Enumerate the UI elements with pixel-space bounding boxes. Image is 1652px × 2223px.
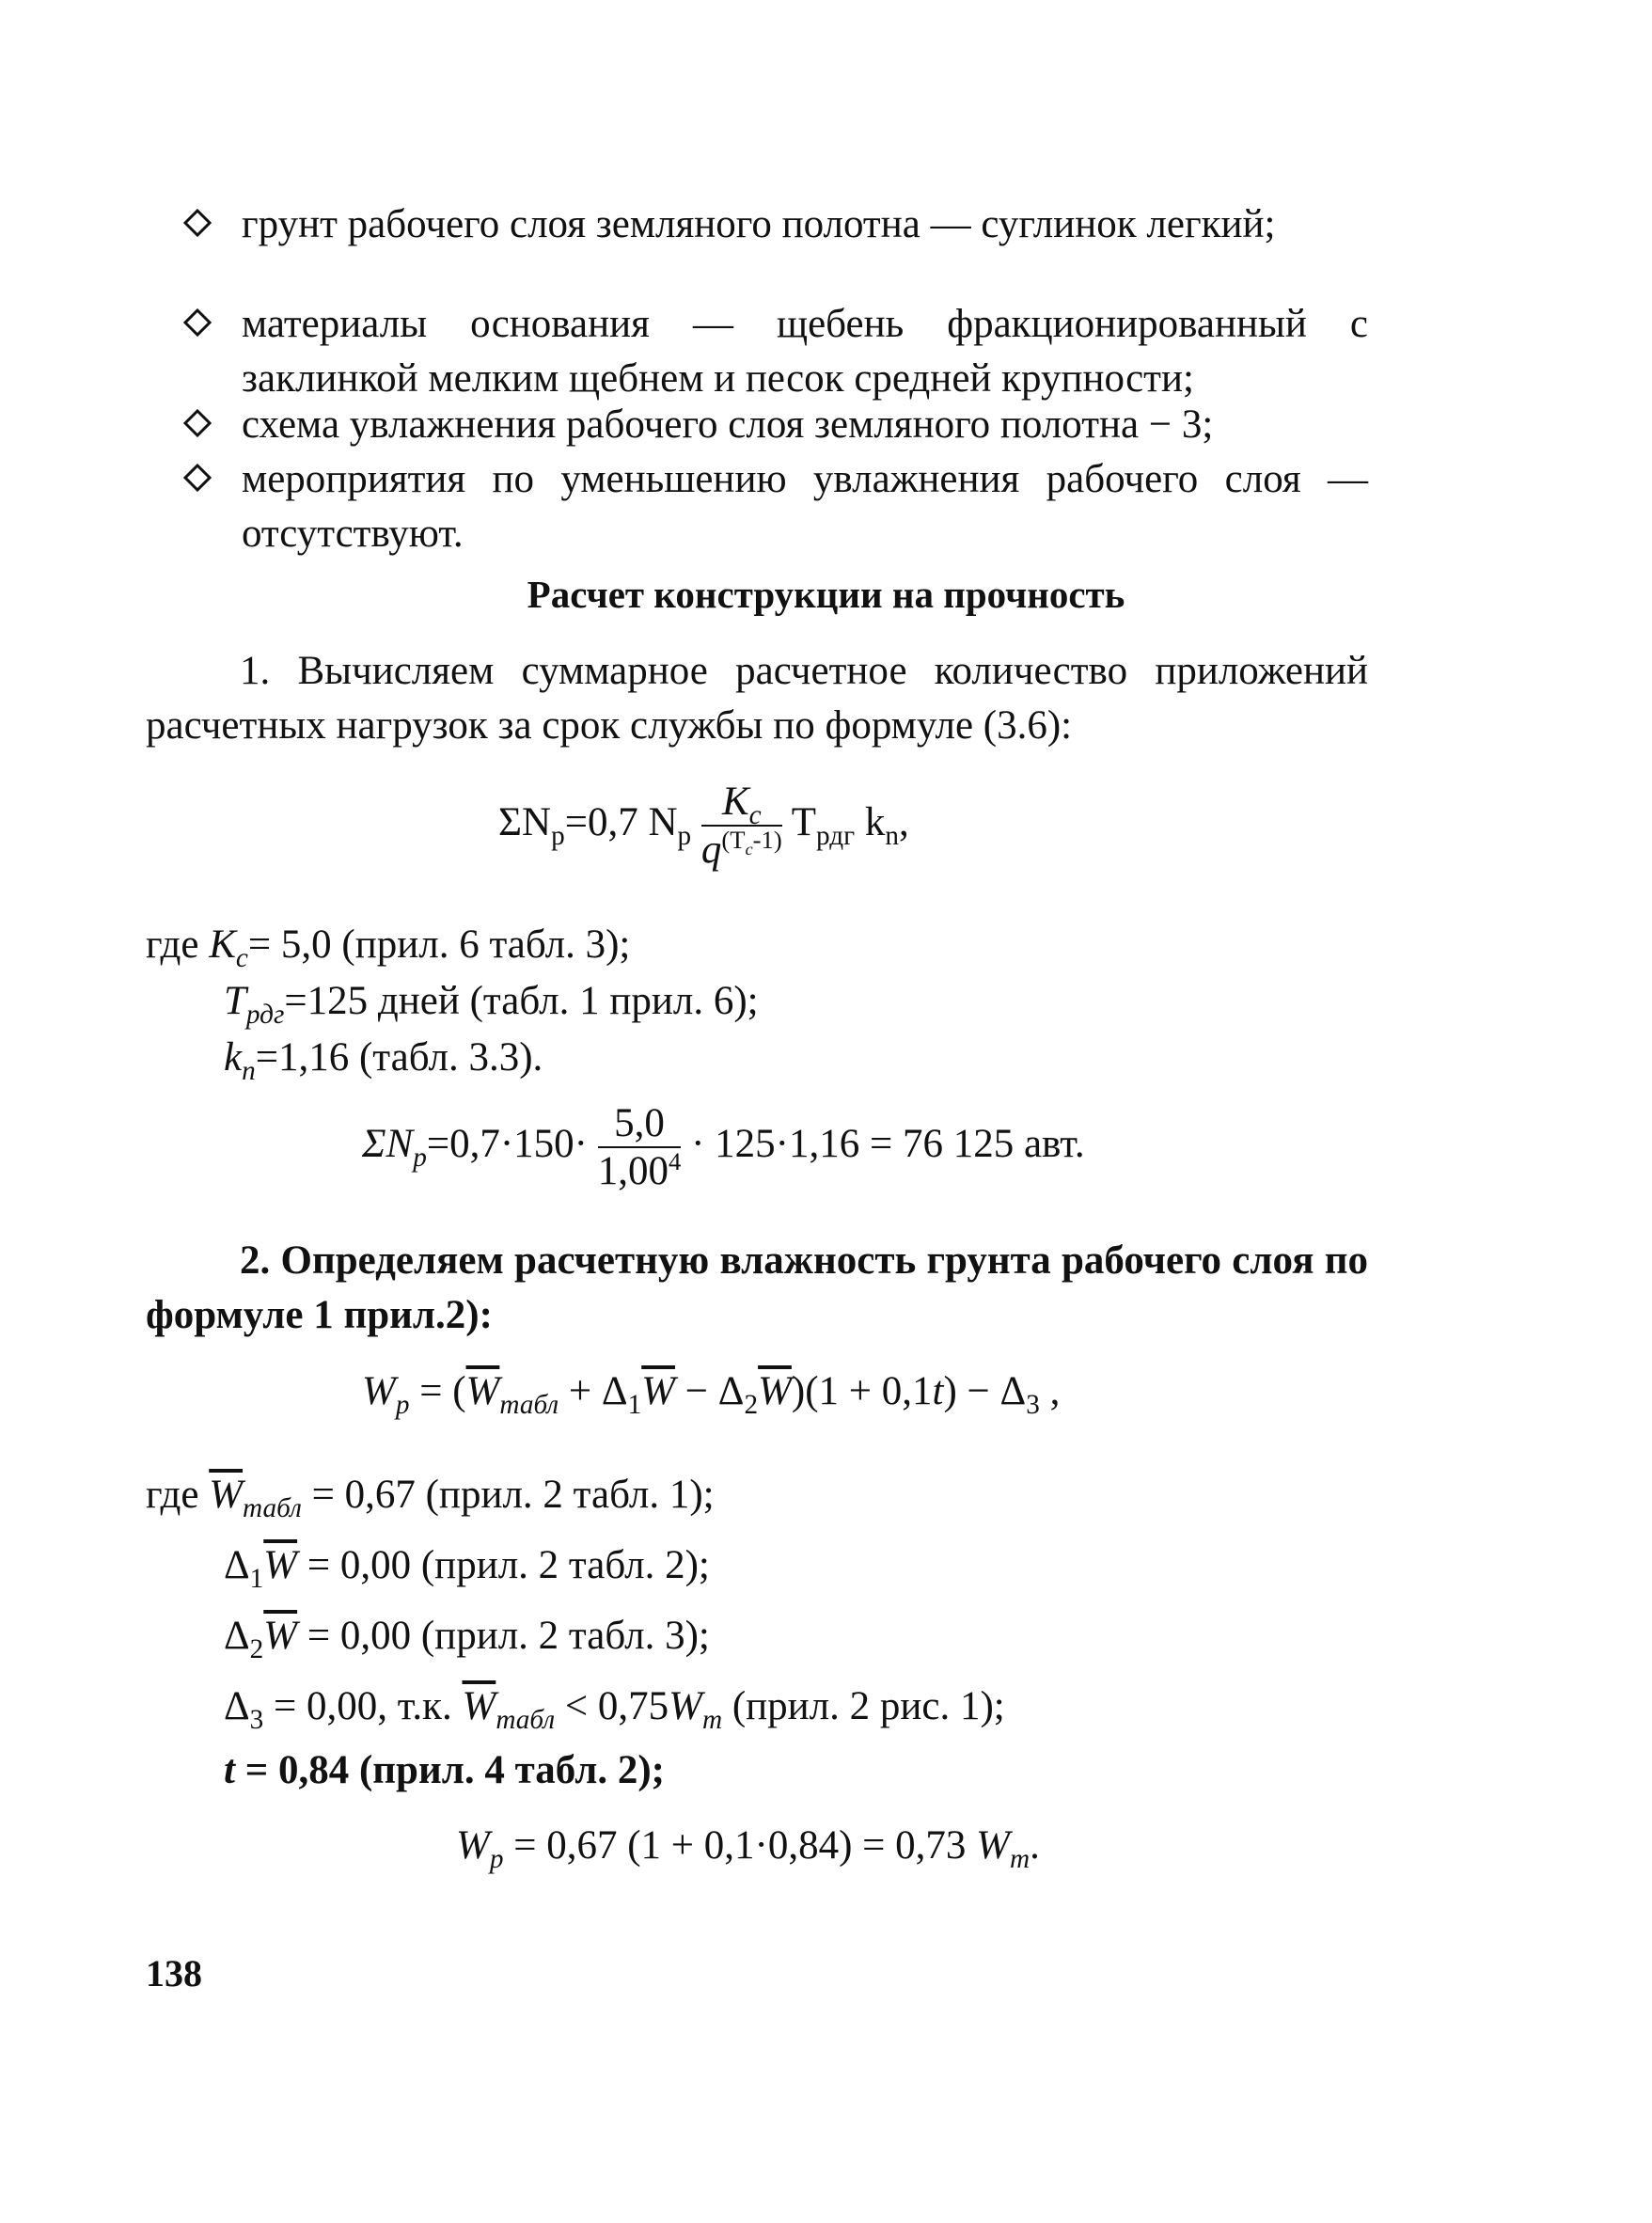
where-trdg: $T_{рдг}=125$ дней (табл. 1 прил. 6); (224, 979, 759, 1031)
where-delta2-w: $\Delta_2\overline{W} = 0,00$ (прил. 2 табл. 3); (224, 1614, 710, 1665)
diamond-bullet-icon (183, 209, 212, 237)
where-delta3: $\Delta_3 = 0,00$, т.к. $\overline{W}_{табл} < 0,75W_т$ (прил. 2 рис. 1); (224, 1684, 1005, 1736)
formula-design-moisture-computed: $W_p = 0,67$ (1 + 0,1·0,84) = 0,73 $W_m$. (456, 1823, 1040, 1875)
bullet-text: мероприятия по уменьшению увлажнения рабочего слоя — отсутствуют. (242, 457, 1368, 556)
diamond-bullet-icon (183, 308, 212, 337)
bullet-item (183, 452, 1368, 561)
bullet-text: грунт рабочего слоя земляного полотна — суглинок легкий; (242, 202, 1276, 246)
formula-fraction: $\frac{5,0}{1,00^4}$ (597, 1101, 682, 1193)
formula-fraction: $\frac{K_c}{q^{(T_c-1)}}$ (700, 780, 782, 872)
formula-design-moisture: $W_p = (\overline{W}_{табл} + \Delta_1\overline{W} - \Delta_2\overline{W})(1 + 0,1t) - \Delta_3$ , (362, 1369, 1061, 1421)
bullet-item (183, 297, 1368, 406)
bullet-item (183, 197, 1368, 252)
where-t: t = 0,84 (прил. 4 табл. 2); (224, 1748, 665, 1792)
section-title: Расчет конструкции на прочность (527, 573, 1125, 616)
where-delta1-w: $\Delta_1\overline{W} = 0,00$ (прил. 2 табл. 2); (224, 1543, 710, 1595)
bullet-text: схема увлажнения рабочего слоя земляного полотна − 3; (242, 402, 1214, 447)
where-w-table: где $\overline{W}_{табл} = 0,67$ (прил. 2 табл. 1); (146, 1473, 715, 1524)
formula-total-loads: $\Sigma N_p=0,7$ $N_p$ $\frac{K_c}{q^{(T_c-1)}}$ $T_{рдг}$ $k_n$, (498, 780, 909, 872)
where-kn: $k_n=1,16$ (табл. 3.3). (224, 1035, 543, 1087)
diamond-bullet-icon (183, 409, 212, 437)
page-number: 138 (146, 1952, 202, 1994)
diamond-bullet-icon (183, 464, 212, 492)
step-1-paragraph: 1. Вычисляем суммарное расчетное количество приложений расчетных нагрузок за срок службы по формуле (3.6): (146, 649, 1368, 748)
bullet-text: материалы основания — щебень фракционированный с заклинкой мелким щебнем и песок средней крупности; (242, 302, 1368, 401)
where-kc: где $K_c= 5,0$ (прил. 6 табл. 3); (146, 922, 631, 974)
formula-total-loads-computed: $\Sigma N_p=0,7\cdot 150\cdot$ $\frac{5,0}{1,00^4}$ · 125·1,16 = 76 125 авт. (362, 1101, 1085, 1193)
step-2-paragraph: 2. Определяем расчетную влажность грунта рабочего слоя по формуле 1 прил.2): (146, 1238, 1368, 1337)
bullet-item (183, 398, 1368, 452)
